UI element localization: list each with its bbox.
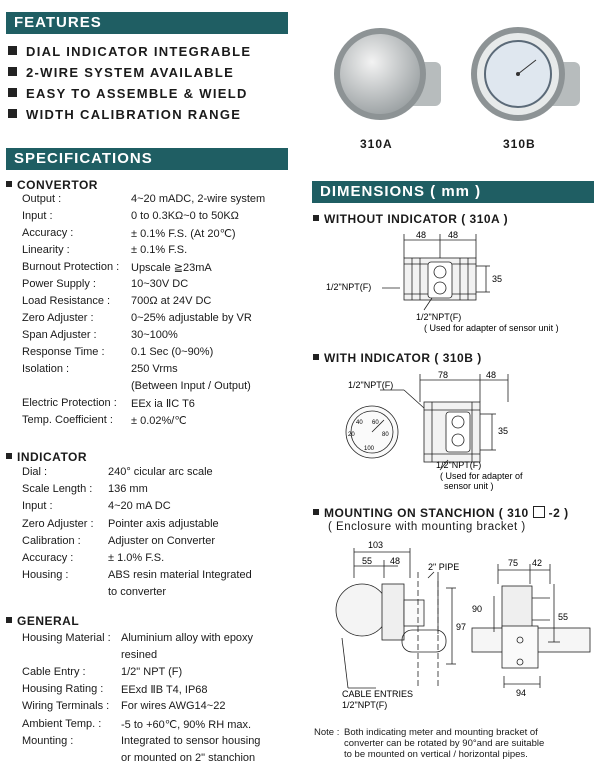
blank-box-icon (533, 506, 545, 518)
adapter-note-2: sensor unit ) (444, 481, 494, 491)
dim-90: 90 (472, 604, 483, 614)
bullet-icon (8, 67, 17, 76)
cable-entries-label: CABLE ENTRIES (342, 689, 414, 699)
dial-scale-60: 60 (372, 420, 379, 426)
spec-value: ± 0.1% F.S. (131, 244, 188, 256)
spec-value: 4~20 mADC, 2-wire system (131, 193, 266, 205)
dim-35: 35 (492, 274, 503, 284)
spec-label: Electric Protection : (22, 397, 117, 409)
indicator-heading: INDICATOR (6, 450, 87, 464)
spec-value: 1/2" NPT (F) (121, 666, 183, 679)
features-header: FEATURES (6, 12, 288, 34)
spec-label: Calibration : (22, 534, 81, 547)
without-indicator-heading: WITHOUT INDICATOR ( 310A ) (313, 212, 508, 226)
general-heading: GENERAL (6, 614, 79, 628)
spec-value: 0 to 0.3KΩ~0 to 50KΩ (131, 210, 239, 222)
spec-value: EEx ia ⅡC T6 (131, 398, 195, 410)
spec-label: Input : (22, 210, 53, 222)
spec-value: 240° cicular arc scale (108, 466, 213, 478)
dim-48a: 48 (416, 230, 427, 240)
dial-scale-40: 40 (356, 420, 363, 426)
feature-item: EASY TO ASSEMBLE & WIELD (8, 86, 248, 101)
bullet-icon (8, 46, 17, 55)
spec-value: Aluminium alloy with epoxy (121, 632, 254, 644)
spec-label: Output : (22, 193, 62, 205)
spec-label: Input : (22, 500, 53, 513)
dim-35: 35 (498, 426, 509, 436)
npt-label-2: 1/2"NPT(F) (436, 460, 482, 470)
dim-48b: 48 (448, 230, 459, 240)
product-photo-310b (462, 22, 586, 122)
note-line-1: Both indicating meter and mounting bracket of (344, 727, 538, 738)
spec-label: Scale Length : (22, 483, 93, 496)
adapter-note: ( Used for adapter of sensor unit ) (424, 323, 559, 333)
dim-55b: 55 (558, 612, 569, 622)
npt-label-2: 1/2"NPT(F) (416, 312, 462, 322)
spec-label: Load Resistance : (22, 295, 111, 307)
mounting-heading: MOUNTING ON STANCHION ( 310 -2 ) (313, 506, 569, 520)
product-caption-310b: 310B (503, 137, 536, 151)
bullet-icon (6, 453, 12, 459)
spec-value: ± 1.0% F.S. (108, 552, 165, 564)
dim-42: 42 (532, 558, 543, 568)
npt-label-1: 1/2"NPT(F) (326, 282, 372, 292)
spec-value: Pointer axis adjustable (108, 517, 219, 530)
spec-label: Housing Material : (22, 632, 111, 644)
spec-label: Zero Adjuster : (22, 517, 94, 530)
spec-value: Upscale ≧23mA (131, 262, 212, 274)
spec-label: Linearity : (22, 244, 70, 256)
spec-label: Housing : (22, 569, 69, 582)
spec-value: 250 Vrms (131, 363, 178, 375)
bullet-icon (8, 88, 17, 97)
spec-value: 4~20 mA DC (108, 500, 171, 513)
spec-label: Zero Adjuster : (22, 312, 94, 324)
note-line-3: to be mounted on vertical / horizontal pipes. (344, 749, 528, 760)
spec-label: Isolation : (22, 363, 70, 375)
dim-103: 103 (368, 540, 384, 550)
spec-label: Span Adjuster : (22, 329, 97, 341)
spec-value: 136 mm (108, 483, 148, 496)
spec-label: Accuracy : (22, 552, 74, 564)
spec-value: Integrated to sensor housing (121, 734, 261, 747)
with-indicator-heading: WITH INDICATOR ( 310B ) (313, 351, 482, 365)
spec-label: Burnout Protection : (22, 261, 120, 273)
spec-value: For wires AWG14~22 (121, 700, 226, 713)
dim-78: 78 (438, 370, 449, 380)
spec-value: ± 0.02%/℃ (131, 415, 187, 427)
spec-label: Cable Entry : (22, 666, 86, 679)
feature-item: DIAL INDICATOR INTEGRABLE (8, 44, 251, 59)
spec-value: 0~25% adjustable by VR (131, 312, 252, 324)
spec-value: resined (121, 649, 158, 662)
dim-75: 75 (508, 558, 519, 568)
note-label: Note : (314, 727, 340, 738)
bullet-icon (6, 617, 12, 623)
spec-label: Power Supply : (22, 278, 96, 290)
dim-48: 48 (486, 370, 497, 380)
spec-value: 0.1 Sec (0~90%) (131, 346, 214, 358)
note-line-2: converter can be rotated by 90°and are suitable (344, 738, 545, 749)
spec-value: 10~30V DC (131, 278, 189, 290)
spec-label: Response Time : (22, 346, 105, 358)
dimension-drawing-310a (320, 228, 590, 338)
product-caption-310a: 310A (360, 137, 393, 151)
dimension-drawing-mounting (318, 538, 600, 713)
bullet-icon (313, 354, 319, 360)
dimensions-header: DIMENSIONS ( mm ) (312, 181, 594, 203)
spec-label: Dial : (22, 466, 48, 478)
product-photo-310a (325, 22, 445, 122)
pipe-label: 2" PIPE (428, 562, 460, 572)
spec-value: (Between Input / Output) (131, 380, 251, 392)
bullet-icon (6, 181, 12, 187)
spec-value: 700Ω at 24V DC (131, 295, 212, 307)
spec-label: Temp. Coefficient : (22, 414, 113, 426)
spec-value: -5 to +60℃, 90% RH max. (121, 718, 252, 731)
cable-npt-label: 1/2"NPT(F) (342, 700, 388, 710)
spec-label: Wiring Terminals : (22, 700, 110, 713)
spec-value: Adjuster on Converter (108, 534, 215, 547)
bullet-icon (8, 109, 17, 118)
dim-94: 94 (516, 688, 527, 698)
convertor-heading: CONVERTOR (6, 178, 98, 192)
bullet-icon (313, 509, 319, 515)
specifications-header: SPECIFICATIONS (6, 148, 288, 170)
dimension-drawing-310b (320, 368, 590, 496)
dim-48: 48 (390, 556, 401, 566)
spec-value: to converter (108, 586, 167, 599)
feature-item: 2-WIRE SYSTEM AVAILABLE (8, 65, 234, 80)
dial-scale-20: 20 (348, 432, 355, 438)
dim-55: 55 (362, 556, 373, 566)
spec-value: ± 0.1% F.S. (At 20℃) (131, 228, 236, 240)
spec-value: ABS resin material Integrated (108, 569, 252, 582)
spec-label: Housing Rating : (22, 683, 104, 696)
dim-97: 97 (456, 622, 467, 632)
spec-value: 30~100% (131, 329, 178, 341)
spec-label: Ambient Temp. : (22, 717, 102, 730)
mounting-subtitle: ( Enclosure with mounting bracket ) (328, 521, 526, 533)
dial-scale-100: 100 (364, 446, 375, 452)
spec-label: Accuracy : (22, 227, 74, 239)
dial-scale-80: 80 (382, 432, 389, 438)
npt-label-1: 1/2"NPT(F) (348, 380, 394, 390)
spec-value: or mounted on 2" stanchion (121, 751, 256, 764)
spec-value: EExd ⅡB T4, IP68 (121, 684, 208, 697)
feature-item: WIDTH CALIBRATION RANGE (8, 107, 241, 122)
adapter-note-1: ( Used for adapter of (440, 471, 523, 481)
spec-label: Mounting : (22, 734, 74, 747)
bullet-icon (313, 215, 319, 221)
